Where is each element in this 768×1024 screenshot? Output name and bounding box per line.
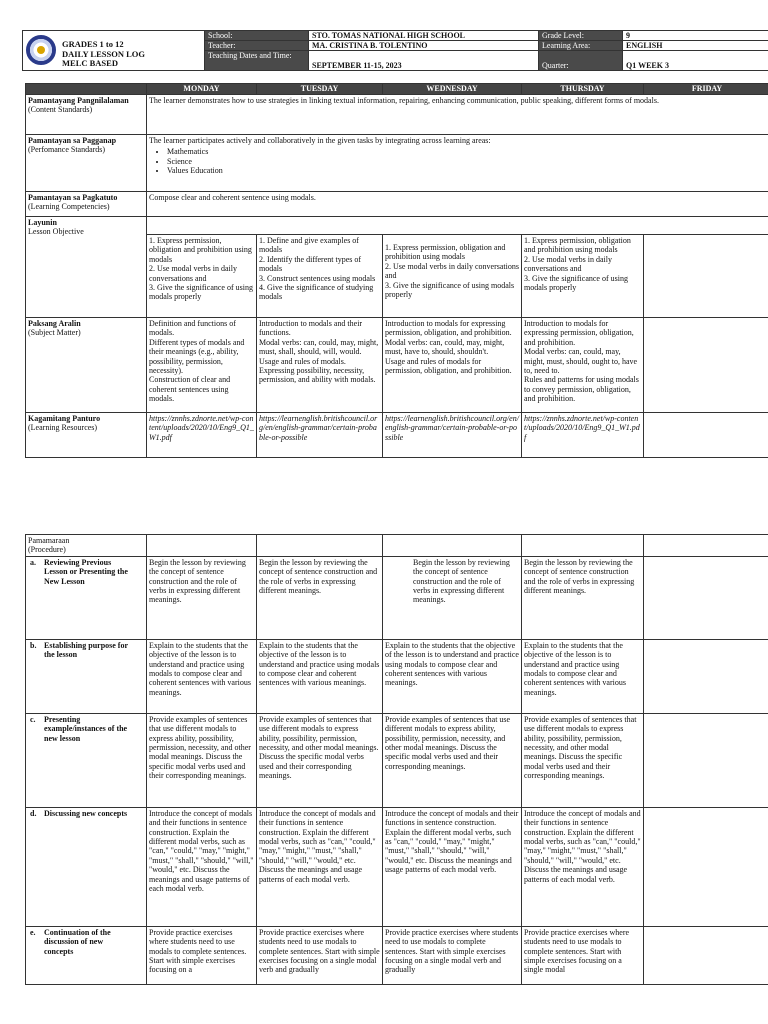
step-c-wednesday: Provide examples of sentences that use different modals to express ability, possibility, permission, necessity, and other modal meanings. Discuss the specific modal verbs used and their corresponding meanings. xyxy=(383,713,522,807)
step-c-label: c. Presenting example/instances of the new lesson xyxy=(26,713,147,807)
learning-areas-list xyxy=(167,147,768,175)
procedure-spacer xyxy=(257,535,383,557)
objective-monday: 1. Express permission, obligation and prohibition using modals 2. Use modal verbs in daily conversations and 3. Give the significance of using modals properly xyxy=(147,235,257,318)
resources-label: Kagamitang Panturo (Learning Resources) xyxy=(26,413,147,458)
table-row xyxy=(26,926,768,984)
procedure-spacer xyxy=(644,535,768,557)
objective-spacer xyxy=(147,217,768,235)
step-d-thursday: Introduce the concept of modals and their functions in sentence construction. Explain the different modal verbs, such as "can," "could," "may," "might," "must," "shall," "should," "will," "would," etc. Discuss the meanings and usage patterns of each modal verb. xyxy=(522,807,644,926)
subject-matter-label: Paksang Aralin (Subject Matter) xyxy=(26,318,147,413)
objective-thursday: 1. Express permission, obligation and prohibition using modals 2. Use modal verbs in daily conversations and 3. Give the significance of using modals properly xyxy=(522,235,644,318)
resource-link-monday[interactable]: https://znnhs.zdnorte.net/wp-content/uploads/2020/10/Eng9_Q1_W1.pdf xyxy=(147,413,257,458)
step-a-label: a. Reviewing Previous Lesson or Presenting the New Lesson xyxy=(26,556,147,639)
resource-link-friday xyxy=(644,413,768,458)
table-row xyxy=(26,713,768,807)
objective-label: Layunin Lesson Objective xyxy=(26,217,147,318)
area-label: Learning Area: xyxy=(539,41,623,51)
objective-tuesday: 1. Define and give examples of modals 2. Identify the different types of modals 3. Construct sentences using modals 4. Give the significance of studying modals xyxy=(257,235,383,318)
corner-cell xyxy=(26,84,147,95)
step-b-monday: Explain to the students that the objective of the lesson is to understand and practice using modals to compose clear and coherent sentences with various meanings. xyxy=(147,639,257,713)
procedure-spacer xyxy=(383,535,522,557)
step-a-monday: Begin the lesson by reviewing the concept of sentence construction and the role of verbs in expressing different meanings. xyxy=(147,556,257,639)
performance-standards-label: Pamantayan sa Pagganap (Perfomance Standards) xyxy=(26,135,147,192)
step-e-tuesday: Provide practice exercises where students need to use modals to complete sentences. Start with simple exercises focusing on a single modal verb and gradually xyxy=(257,926,383,984)
standards-table xyxy=(25,83,768,458)
list-item: • Values Education xyxy=(167,166,768,175)
day-header-wednesday: WEDNESDAY xyxy=(383,84,522,95)
step-a-thursday: Begin the lesson by reviewing the concept of sentence construction and the role of verbs in expressing different meanings. xyxy=(522,556,644,639)
day-header-tuesday: TUESDAY xyxy=(257,84,383,95)
school-label: School: xyxy=(205,31,309,41)
subject-wednesday: Introduction to modals for expressing permission, obligation, and prohibition. Modal verbs: can, could, may, might, must, have to, should, shouldn't. Usage and rules of modals for permission, obligation, and prohibition. xyxy=(383,318,522,413)
step-b-label: b. Establishing purpose for the lesson xyxy=(26,639,147,713)
log-title-line3: MELC BASED xyxy=(62,58,118,68)
day-header-thursday: THURSDAY xyxy=(522,84,644,95)
quarter-label: Quarter: xyxy=(539,51,623,71)
grade-value: 9 xyxy=(623,31,768,41)
subject-friday xyxy=(644,318,768,413)
step-a-tuesday: Begin the lesson by reviewing the concept of sentence construction and the role of verbs in expressing different meanings. xyxy=(257,556,383,639)
step-e-friday xyxy=(644,926,768,984)
competencies-text: Compose clear and coherent sentence using modals. xyxy=(147,192,768,217)
day-header-monday: MONDAY xyxy=(147,84,257,95)
step-d-wednesday: Introduce the concept of modals and their functions in sentence construction. Explain the different modal verbs, such as "can," "could," "may," "might," "must," "shall," "should," "will," "would," etc. Discuss the meanings and usage patterns of each modal verb. xyxy=(383,807,522,926)
table-row xyxy=(26,639,768,713)
school-value: STO. TOMAS NATIONAL HIGH SCHOOL xyxy=(309,31,539,41)
performance-standards-cell xyxy=(147,135,768,192)
step-d-label: d. Discussing new concepts xyxy=(26,807,147,926)
day-header-friday: FRIDAY xyxy=(644,84,768,95)
log-title-line1: GRADES 1 to 12 xyxy=(62,39,124,49)
table-row xyxy=(26,807,768,926)
dates-label: Teaching Dates and Time: xyxy=(205,51,309,71)
resource-link-thursday[interactable]: https://znnhs.zdnorte.net/wp-content/uploads/2020/10/Eng9_Q1_W1.pdf xyxy=(522,413,644,458)
content-standards-label: Pamantayang Pangnilalaman (Content Standards) xyxy=(26,95,147,135)
objective-friday xyxy=(644,235,768,318)
procedure-spacer xyxy=(522,535,644,557)
log-title-line2: DAILY LESSON LOG xyxy=(62,48,145,59)
resource-link-wednesday[interactable]: https://learnenglish.britishcouncil.org/en/english-grammar/certain-probable-or-possible xyxy=(383,413,522,458)
dates-value: SEPTEMBER 11-15, 2023 xyxy=(309,51,539,71)
step-c-thursday: Provide examples of sentences that use different modals to express ability, possibility, permission, necessity, and other modal meanings. Discuss the specific modal verbs used and their corresponding meanings. xyxy=(522,713,644,807)
step-a-friday xyxy=(644,556,768,639)
step-a-wednesday: Begin the lesson by reviewing the concept of sentence construction and the role of verbs in expressing different meanings. xyxy=(383,556,522,639)
teacher-value: MA. CRISTINA B. TOLENTINO xyxy=(309,41,539,51)
objective-wednesday: 1. Express permission, obligation and prohibition using modals 2. Use modal verbs in daily conversations and 3. Give the significance of using modals properly xyxy=(383,235,522,318)
step-c-friday xyxy=(644,713,768,807)
content-standards-text: The learner demonstrates how to use strategies in linking textual information, repairing, enhancing communication, public speaking, different forms of modals. xyxy=(147,95,768,135)
resource-link-tuesday[interactable]: https://learnenglish.britishcouncil.org/en/english-grammar/certain-probable-or-possible xyxy=(257,413,383,458)
step-b-wednesday: Explain to the students that the objective of the lesson is to understand and practice using modals to compose clear and coherent sentences with various meanings. xyxy=(383,639,522,713)
area-value: ENGLISH xyxy=(623,41,768,51)
performance-standards-text: The learner participates actively and collaboratively in the given tasks by integrating across learning areas: xyxy=(149,136,491,145)
table-row xyxy=(26,556,768,639)
subject-thursday: Introduction to modals for expressing permission, obligation, and prohibition. Modal verbs: can, could, may, might, must, should, ought to, have to, need to. Rules and patterns for using modals to convey permission, obligation, and prohibition. xyxy=(522,318,644,413)
teacher-label: Teacher: xyxy=(205,41,309,51)
step-b-thursday: Explain to the students that the objective of the lesson is to understand and practice using modals to compose clear and coherent sentences with various meanings. xyxy=(522,639,644,713)
list-item: • Science xyxy=(167,157,768,166)
procedure-table xyxy=(25,534,768,985)
subject-tuesday: Introduction to modals and their functions. Modal verbs: can, could, may, might, must, shall, should, will, would. Usage and rules of modals. Expressing possibility, necessity, permission, and ability with modals. xyxy=(257,318,383,413)
step-d-friday xyxy=(644,807,768,926)
logo-cell xyxy=(23,31,205,71)
step-e-wednesday: Provide practice exercises where students need to use modals to complete sentences. Start with simple exercises focusing on a single modal verb and gradually xyxy=(383,926,522,984)
step-e-label: e. Continuation of the discussion of new concepts xyxy=(26,926,147,984)
procedure-label: Pamamaraan (Procedure) xyxy=(26,535,147,557)
step-d-tuesday: Introduce the concept of modals and their functions in sentence construction. Explain the different modal verbs, such as "can," "could," "may," "might," "must," "shall," "should," "will," "would," etc. Discuss the meanings and usage patterns of each modal verb. xyxy=(257,807,383,926)
competencies-label: Pamantayan sa Pagkatuto (Learning Competencies) xyxy=(26,192,147,217)
subject-monday: Definition and functions of modals. Different types of modals and their meanings (e.g., ability, possibility, permission, necessity). Construction of clear and coherent sentences using modals. xyxy=(147,318,257,413)
procedure-spacer xyxy=(147,535,257,557)
step-e-thursday: Provide practice exercises where students need to use modals to complete sentences. Start with simple exercises focusing on a single modal xyxy=(522,926,644,984)
step-c-tuesday: Provide examples of sentences that use different modals to express ability, possibility, permission, necessity, and other modal meanings. Discuss the specific modal verbs used and their corresponding meanings. xyxy=(257,713,383,807)
step-b-tuesday: Explain to the students that the objective of the lesson is to understand and practice using modals to compose clear and coherent sentences with various meanings. xyxy=(257,639,383,713)
list-item: • Mathematics xyxy=(167,147,768,156)
step-b-friday xyxy=(644,639,768,713)
step-d-monday: Introduce the concept of modals and their functions in sentence construction. Explain the different modal verbs, such as "can," "could," "may," "might," "must," "shall," "should," "will," "would," etc. Discuss the meanings and usage patterns of each modal verb. xyxy=(147,807,257,926)
quarter-value: Q1 WEEK 3 xyxy=(623,51,768,71)
step-e-monday: Provide practice exercises where students need to use modals to complete sentences. Start with simple exercises focusing on a xyxy=(147,926,257,984)
grade-label: Grade Level: xyxy=(539,31,623,41)
header-table xyxy=(22,30,768,71)
step-c-monday: Provide examples of sentences that use different modals to express ability, possibility, permission, necessity, and other modal meanings. Discuss the specific modal verbs used and their corresponding meanings. xyxy=(147,713,257,807)
